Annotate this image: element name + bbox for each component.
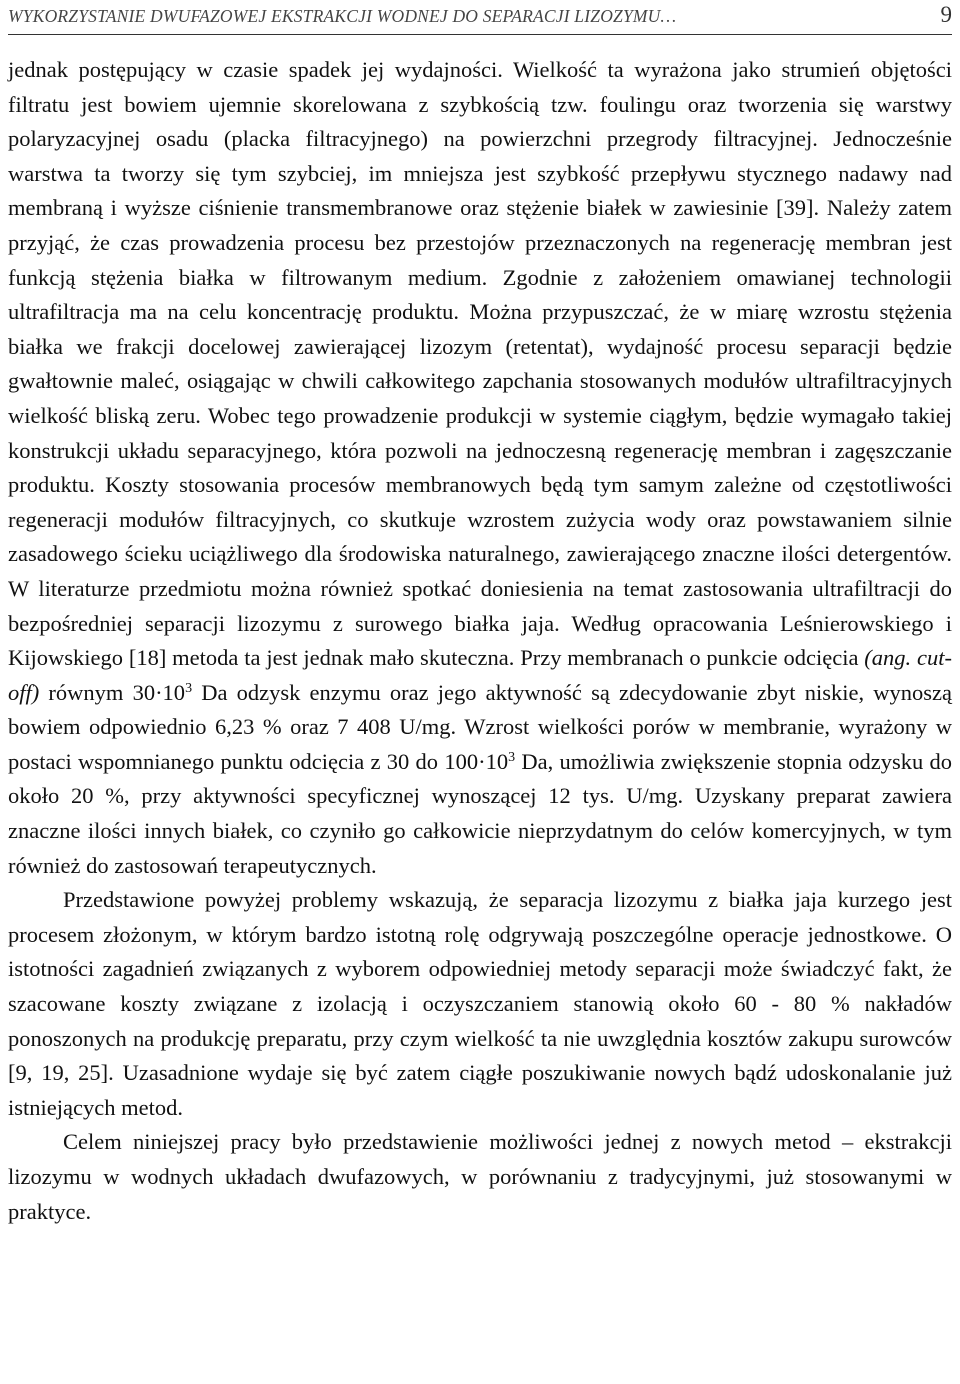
running-title: WYKORZYSTANIE DWUFAZOWEJ EKSTRAKCJI WODNEJ DO SEPARACJI LIZOZYMU… (8, 6, 677, 26)
paragraph-1-text-4: Da, umożliwia zwiększenie stopnia odzysku do około 20 %, przy aktywności specyficznej wynoszącej 12 tys. U/mg. Uzyskany preparat zawiera znaczne ilości innych białek, co czyniło go całkowicie nieprzydatnym do celów komercyjnych, w tym również do zastosowań terapeutycznych. (8, 748, 958, 878)
running-header (8, 0, 952, 35)
exponent-superscript: 3 (508, 749, 516, 765)
cut-off-term: (ang. cut-off) (8, 645, 952, 705)
paragraph-1-text-3: Da odzysk enzymu oraz jego aktywność są zdecydowanie zbyt niskie, wynoszą bowiem odpowiednio 6,23 % oraz 7 408 U/mg. Wzrost wielkości porów w membranie, wyrażony w postaci wspomnianego punktu odcięcia z 30 do 100·10 (8, 679, 958, 774)
exponent-superscript: 3 (185, 680, 193, 696)
paragraph-1-text-2: równym 30·10 (39, 679, 186, 705)
paragraph-2-text: Przedstawione powyżej problemy wskazują, że separacja lizozymu z białka jaja kurzego jest procesem złożonym, w którym bardzo istotną rolę odgrywają poszczególne operacje jednostkowe. O istotności zagadnień związanych z wyborem odpowiedniej metody separacji może świadczyć fakt, że szacowane koszty związane z izolacją i oczyszczaniem stanowią około 60 - 80 % nakładów ponoszonych na produkcję preparatu, przy czym wielkość ta nie uwzględnia kosztów zakupu surowców [9, 19, 25]. Uzasadnione wydaje się być zatem ciągłe poszukiwanie nowych bądź udoskonalanie już istniejących metod. (8, 887, 958, 1120)
body-text (8, 53, 958, 1229)
paragraph-3-text: Celem niniejszej pracy było przedstawienie możliwości jednej z nowych metod – ekstrakcji lizozymu w wodnych układach dwufazowych, w porównaniu z tradycyjnymi, już stosowanymi w praktyce. (8, 1129, 958, 1224)
paragraph-1-text-1: jednak postępujący w czasie spadek jej wydajności. Wielkość ta wyrażona jako strumień objętości filtratu jest bowiem ujemnie skorelowana z szybkością tzw. foulingu oraz tworzenia się warstwy polaryzacyjnej osadu (placka filtracyjnego) na powierzchni przegrody filtracyjnej. Jednocześnie warstwa ta tworzy się tym szybciej, im mniejsza jest szybkość przepływu stycznego nadawy nad membraną i wyższe ciśnienie transmembranowe oraz stężenie białek w zawiesinie [39]. Należy zatem przyjąć, że czas prowadzenia procesu bez przestojów przeznaczonych na regenerację membran jest funkcją stężenia białka w filtrowanym medium. Zgodnie z założeniem omawianej technologii ultrafiltracja ma na celu koncentrację produktu. Można przypuszczać, że w miarę wzrostu stężenia białka we frakcji docelowej zawierającej lizozym (retentat), wydajność procesu separacji będzie gwałtownie maleć, osiągając w chwili całkowitego zapchania stosowanych modułów ultrafiltracyjnych wielkość bliską zeru. Wobec tego prowadzenie produkcji w systemie ciągłym, będzie wymagało takiej konstrukcji układu separacyjnego, która pozwoli na jednoczesną regenerację membran i zagęszczanie produktu. Koszty stosowania procesów membranowych będą tym samym zależne od częstotliwości regeneracji modułów filtracyjnych, co skutkuje wzrostem zużycia wody oraz powstawaniem silnie zasadowego ścieku uciążliwego dla środowiska naturalnego, zawierającego znaczne ilości detergentów. W literaturze przedmiotu można również spotkać doniesienia na temat zastosowania ultrafiltracji do bezpośredniej separacji lizozymu z surowego białka jaja. Według opracowania Leśnierowskiego i Kijowskiego [18] metoda ta jest jednak mało skuteczna. Przy membranach o punkcie odcięcia (8, 57, 958, 671)
paragraph-1 (8, 53, 958, 883)
document-page (8, 0, 958, 1229)
page-number: 9 (940, 2, 952, 27)
paragraph-2 (8, 883, 958, 1125)
paragraph-3 (8, 1125, 958, 1229)
